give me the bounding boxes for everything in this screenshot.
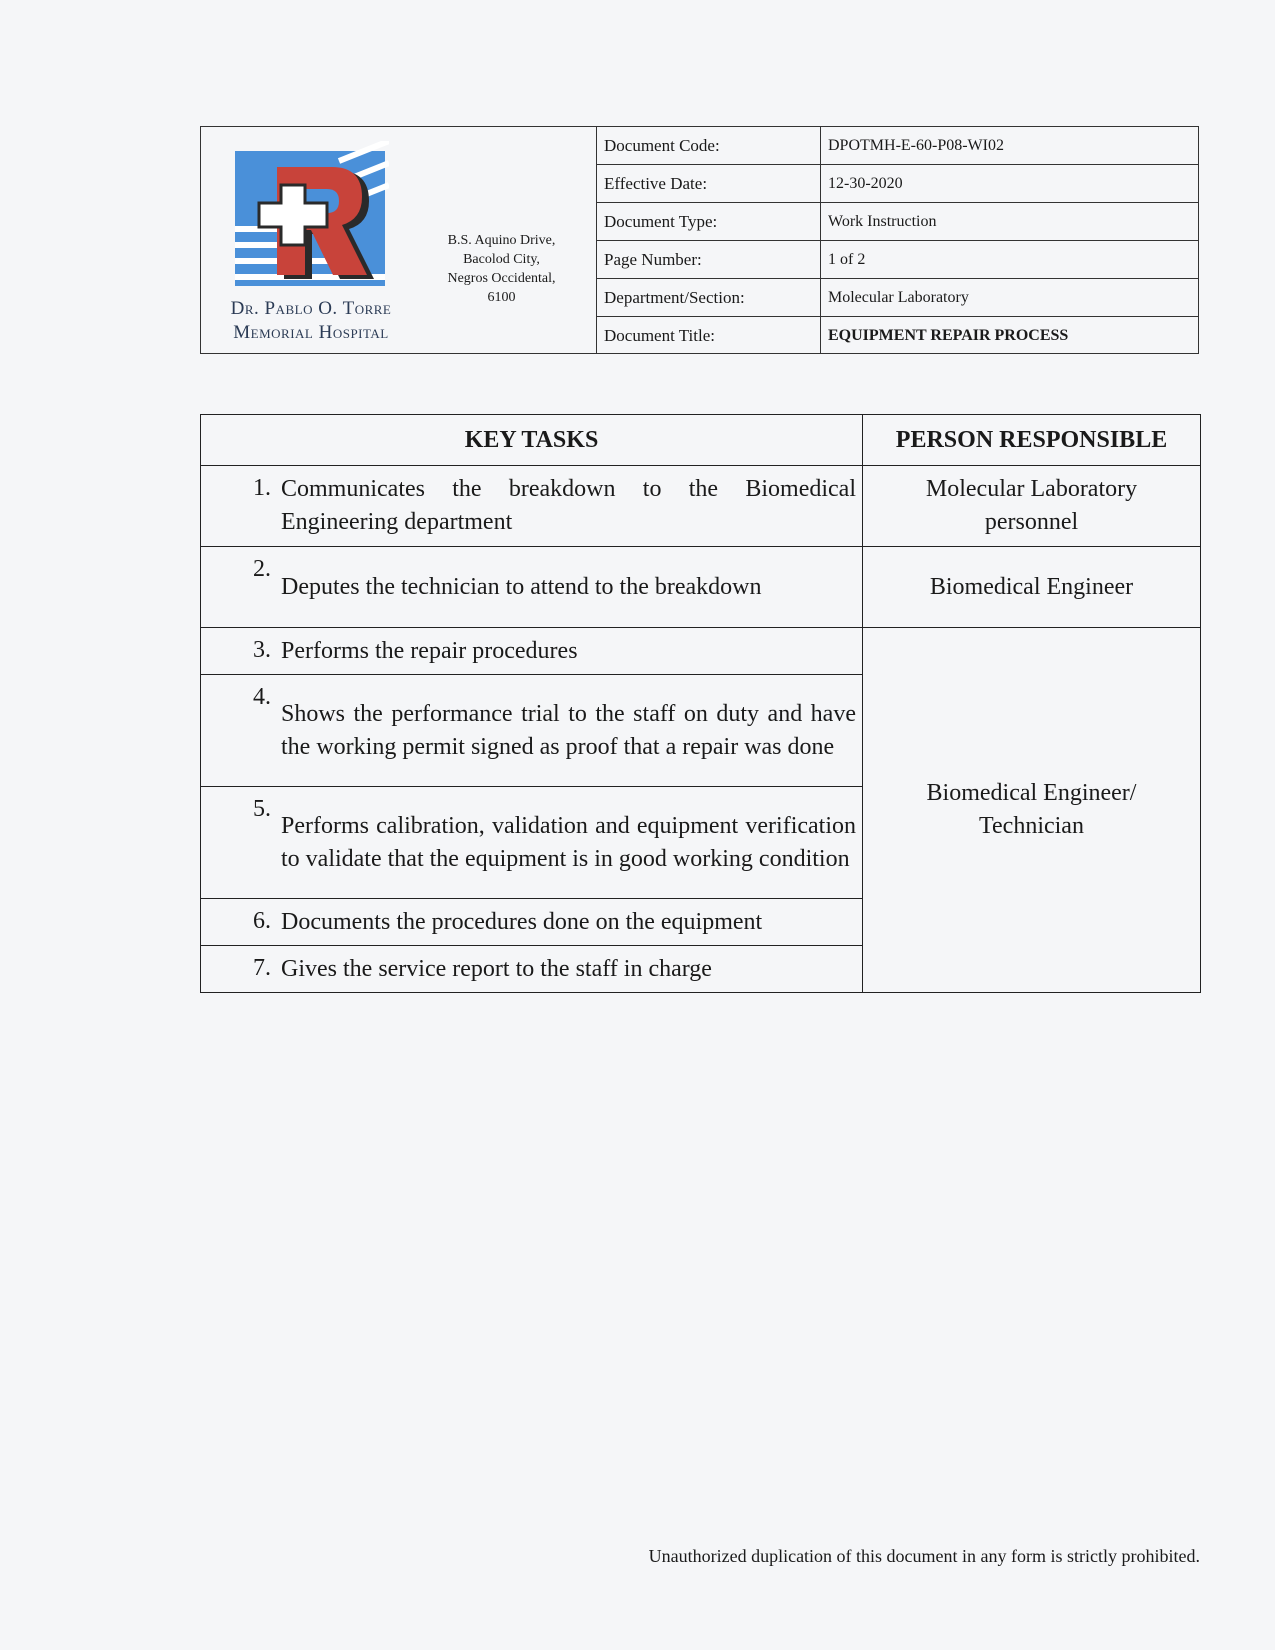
hospital-name-line1: Dr. Pablo O. Torre xyxy=(230,298,392,319)
task-cell xyxy=(201,899,863,946)
task-number: 2. xyxy=(253,556,271,582)
task-text: Gives the service report to the staff in charge xyxy=(281,955,712,982)
document-control-table xyxy=(597,127,1198,354)
hospital-logo-icon xyxy=(229,141,389,291)
meta-row xyxy=(597,127,1198,165)
meta-value: 1 of 2 xyxy=(821,241,1199,279)
meta-value: Molecular Laboratory xyxy=(821,279,1199,317)
task-number: 3. xyxy=(253,637,271,663)
person-cell xyxy=(863,628,1201,993)
task-text: Shows the performance trial to the staff on duty and have the working permit signed as proof that a repair was done xyxy=(281,700,856,760)
meta-row xyxy=(597,203,1198,241)
task-text: Deputes the technician to attend to the breakdown xyxy=(281,573,762,600)
hospital-address xyxy=(419,231,584,307)
table-row xyxy=(201,628,1201,675)
person-line: Biomedical Engineer xyxy=(929,573,1134,600)
document-header xyxy=(200,126,1199,354)
person-line: Molecular Laboratory xyxy=(925,476,1138,502)
task-text: Communicates the breakdown to the Biomedical Engineering department xyxy=(281,476,856,535)
person-cell xyxy=(863,466,1201,547)
meta-label: Document Title: xyxy=(597,317,821,355)
meta-label: Document Code: xyxy=(597,127,821,165)
task-cell xyxy=(201,946,863,993)
person-responsible-header: PERSON RESPONSIBLE xyxy=(863,415,1201,466)
task-number: 1. xyxy=(253,475,271,501)
address-line: B.S. Aquino Drive, xyxy=(447,233,556,248)
table-row xyxy=(201,466,1201,547)
meta-value: 12-30-2020 xyxy=(821,165,1199,203)
meta-label: Page Number: xyxy=(597,241,821,279)
address-line: 6100 xyxy=(487,290,516,305)
task-cell xyxy=(201,547,863,628)
hospital-identity xyxy=(201,127,597,353)
task-cell xyxy=(201,628,863,675)
hospital-name xyxy=(211,297,411,345)
meta-label: Department/Section: xyxy=(597,279,821,317)
meta-value: Work Instruction xyxy=(821,203,1199,241)
person-cell xyxy=(863,547,1201,628)
meta-row xyxy=(597,279,1198,317)
task-text: Performs the repair procedures xyxy=(281,637,578,664)
table-header-row xyxy=(201,415,1201,466)
person-line: Technician xyxy=(979,813,1084,839)
meta-label: Effective Date: xyxy=(597,165,821,203)
meta-row xyxy=(597,241,1198,279)
address-line: Negros Occidental, xyxy=(447,271,556,286)
task-text: Documents the procedures done on the equipment xyxy=(281,908,763,935)
task-cell xyxy=(201,787,863,899)
task-number: 4. xyxy=(253,684,271,710)
meta-row xyxy=(597,317,1198,355)
task-cell xyxy=(201,675,863,787)
table-row xyxy=(201,547,1201,628)
hospital-name-line2: Memorial Hospital xyxy=(233,322,389,343)
meta-value: DPOTMH-E-60-P08-WI02 xyxy=(821,127,1199,165)
key-tasks-table xyxy=(200,414,1201,993)
person-line: Biomedical Engineer/ xyxy=(926,780,1137,806)
meta-row xyxy=(597,165,1198,203)
task-number: 5. xyxy=(253,796,271,822)
document-title-value: EQUIPMENT REPAIR PROCESS xyxy=(828,326,1069,344)
task-number: 7. xyxy=(253,955,271,981)
meta-label: Document Type: xyxy=(597,203,821,241)
footer-notice: Unauthorized duplication of this document in any form is strictly prohibited. xyxy=(648,1546,1200,1566)
person-line: personnel xyxy=(984,509,1079,535)
key-tasks-header: KEY TASKS xyxy=(201,415,863,466)
task-number: 6. xyxy=(253,908,271,934)
task-text: Performs calibration, validation and equipment verification to validate that the equipment is in good working condition xyxy=(281,812,856,872)
task-cell xyxy=(201,466,863,547)
address-line: Bacolod City, xyxy=(463,252,540,267)
